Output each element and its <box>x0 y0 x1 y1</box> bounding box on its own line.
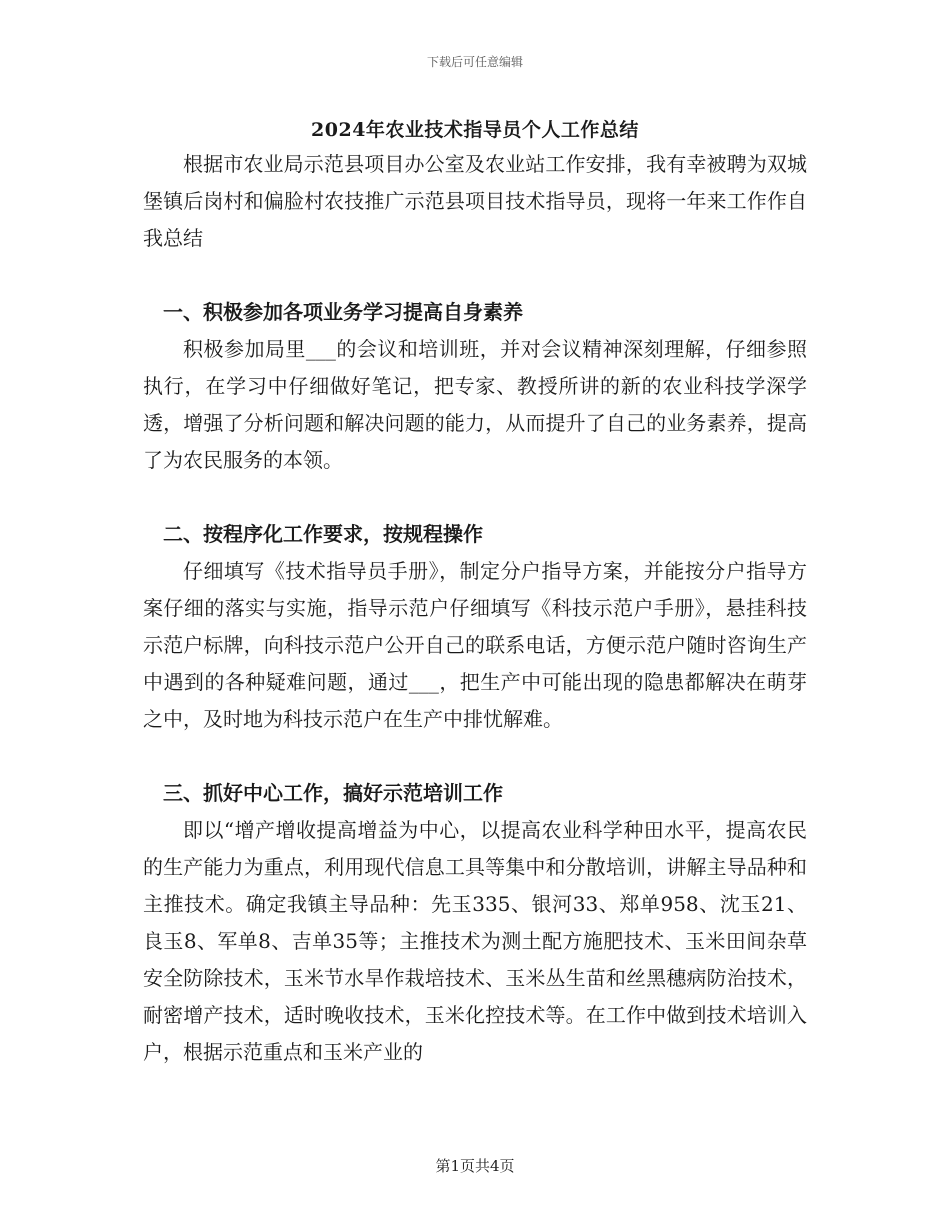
section-body-3: 即以“增产增收提高增益为中心，以提高农业科学种田水平，提高农民的生产能力为重点，利用现代信息工具等集中和分散培训，讲解主导品种和主推技术。确定我镇主导品种：先玉335、银河33、郑单958、沈玉21、良玉8、军单8、吉单35等；主推技术为测土配方施肥技术、玉米田间杂草安全防除技术，玉米节水旱作栽培技术、玉米丛生苗和丝黑穗病防治技术，耐密增产技术，适时晚收技术，玉米化控技术等。在工作中做到技术培训入户，根据示范重点和玉米产业的 <box>143 818 807 1064</box>
intro-paragraph: 根据市农业局示范县项目办公室及农业站工作安排，我有幸被聘为双城堡镇后岗村和偏脸村农技推广示范县项目技术指导员，现将一年来工作作自我总结 <box>143 152 807 250</box>
section-heading-2: 二、按程序化工作要求，按规程操作 <box>163 522 483 546</box>
section-body-2: 仔细填写《技术指导员手册》，制定分户指导方案，并能按分户指导方案仔细的落实与实施，指导示范户仔细填写《科技示范户手册》，悬挂科技示范户标牌，向科技示范户公开自己的联系电话，方便示范户随时咨询生产中遇到的各种疑难问题，通过___，把生产中可能出现的隐患都解决在萌芽之中，及时地为科技示范户在生产中排忧解难。 <box>143 559 807 731</box>
page-number: 第1页共4页 <box>435 1157 515 1175</box>
section-heading-3: 三、抓好中心工作，搞好示范培训工作 <box>163 781 503 805</box>
page-header: 下载后可任意编辑 <box>426 55 523 69</box>
section-body-1: 积极参加局里___的会议和培训班，并对会议精神深刻理解，仔细参照执行，在学习中仔细做好笔记，把专家、教授所讲的新的农业科技学深学透，增强了分析问题和解决问题的能力，从而提升了自己的业务素养，提高了为农民服务的本领。 <box>143 337 807 472</box>
section-heading-1: 一、积极参加各项业务学习提高自身素养 <box>163 300 523 324</box>
document-title: 2024年农业技术指导员个人工作总结 <box>311 119 639 141</box>
document-body <box>143 146 807 1071</box>
